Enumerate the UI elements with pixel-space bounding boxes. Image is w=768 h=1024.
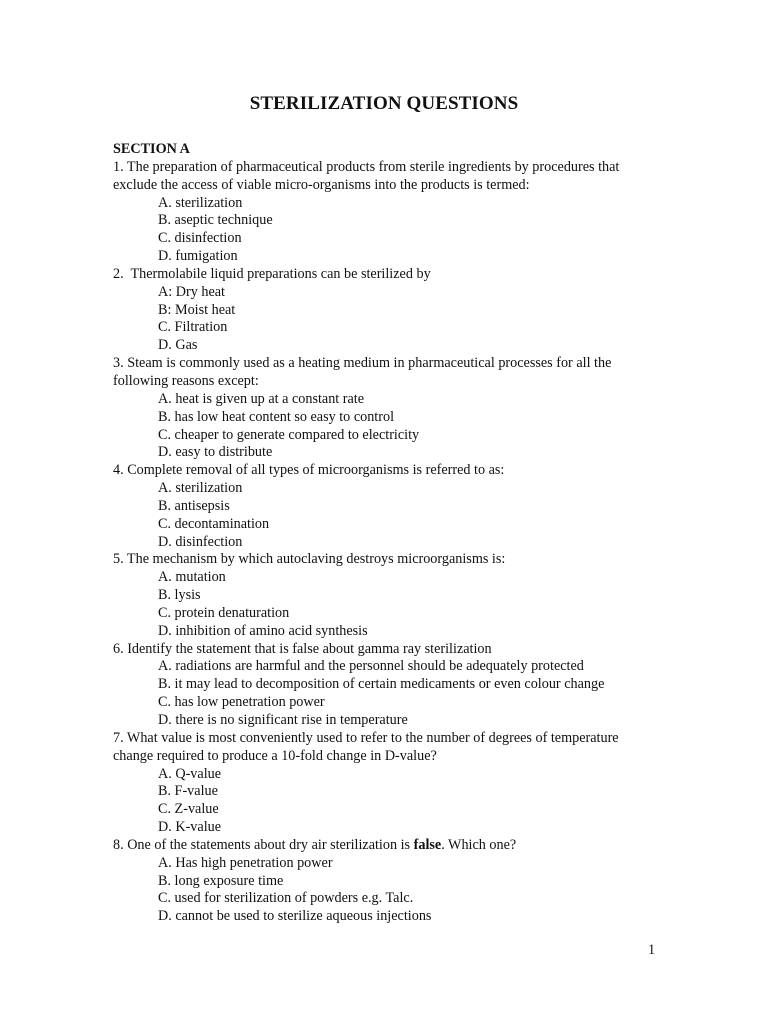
question-list: [113, 141, 658, 926]
question-8-option-a: A. Has high penetration power: [158, 854, 333, 871]
question-3-option-a: A. heat is given up at a constant rate: [158, 390, 365, 407]
question-5-text: 5. The mechanism by which autoclaving destroys microorganisms is:: [113, 551, 506, 568]
question-7-option-d: D. K-value: [158, 819, 222, 836]
question-5-option-a: A. mutation: [158, 569, 226, 586]
question-1-option-a: A. sterilization: [158, 194, 243, 211]
question-3-option-b: B. has low heat content so easy to control: [158, 408, 395, 425]
question-7-option-c: C. Z-value: [158, 801, 219, 818]
question-8-text-emphasis: false: [413, 836, 442, 853]
question-4-option-d: D. disinfection: [158, 533, 243, 550]
question-3-text: 3. Steam is commonly used as a heating medium in pharmaceutical processes for all the following reasons except:: [113, 355, 612, 389]
question-1-option-c: C. disinfection: [158, 230, 242, 247]
question-6-option-c: C. has low penetration power: [158, 694, 325, 711]
question-6-option-d: D. there is no significant rise in temperature: [158, 712, 408, 728]
page-title: STERILIZATION QUESTIONS: [249, 93, 519, 114]
question-7-text: 7. What value is most conveniently used to refer to the number of degrees of temperature change required to produce a 10-fold change in D-value?: [113, 729, 619, 764]
question-2-option-b: B: Moist heat: [158, 301, 236, 318]
question-5-option-b: B. lysis: [158, 587, 201, 604]
question-2-option-c: C. Filtration: [158, 319, 228, 336]
question-3-option-d: D. easy to distribute: [158, 444, 273, 461]
question-4-option-a: A. sterilization: [158, 480, 243, 497]
question-8-text-after: . Which one?: [441, 836, 517, 853]
question-4-option-c: C. decontamination: [158, 515, 270, 532]
page-number: 1: [648, 942, 656, 958]
question-1-option-b: B. aseptic technique: [158, 212, 273, 229]
question-1-text: 1. The preparation of pharmaceutical products from sterile ingredients by procedures that exclude the access of viable micro-organisms into the products is termed:: [113, 158, 620, 193]
question-1-option-d: D. fumigation: [158, 248, 238, 265]
question-2-option-d: D. Gas: [158, 337, 198, 354]
question-3-option-c: C. cheaper to generate compared to electricity: [158, 426, 420, 443]
question-2-text: 2. Thermolabile liquid preparations can be sterilized by: [113, 265, 431, 282]
section-heading: SECTION A: [113, 141, 190, 157]
question-8-text: [113, 837, 658, 855]
question-5-option-d: D. inhibition of amino acid synthesis: [158, 622, 368, 639]
question-6-option-a: A. radiations are harmful and the personnel should be adequately protected: [158, 658, 584, 675]
question-8-text-before: 8. One of the statements about dry air sterilization is: [113, 836, 414, 853]
question-2-option-a: A: Dry heat: [158, 283, 225, 300]
question-6-option-b: B. it may lead to decomposition of certain medicaments or even colour change: [158, 676, 605, 693]
question-8-option-b: B. long exposure time: [158, 872, 284, 889]
question-8-option-c: C. used for sterilization of powders e.g. Talc.: [158, 890, 414, 907]
question-4-text: 4. Complete removal of all types of microorganisms is referred to as:: [113, 462, 505, 479]
question-7-option-a: A. Q-value: [158, 765, 222, 782]
question-7-option-b: B. F-value: [158, 783, 218, 800]
question-5-option-c: C. protein denaturation: [158, 604, 290, 621]
question-4-option-b: B. antisepsis: [158, 497, 230, 514]
question-8-option-d: D. cannot be used to sterilize aqueous injections: [158, 908, 432, 925]
question-6-text: 6. Identify the statement that is false about gamma ray sterilization: [113, 640, 492, 657]
